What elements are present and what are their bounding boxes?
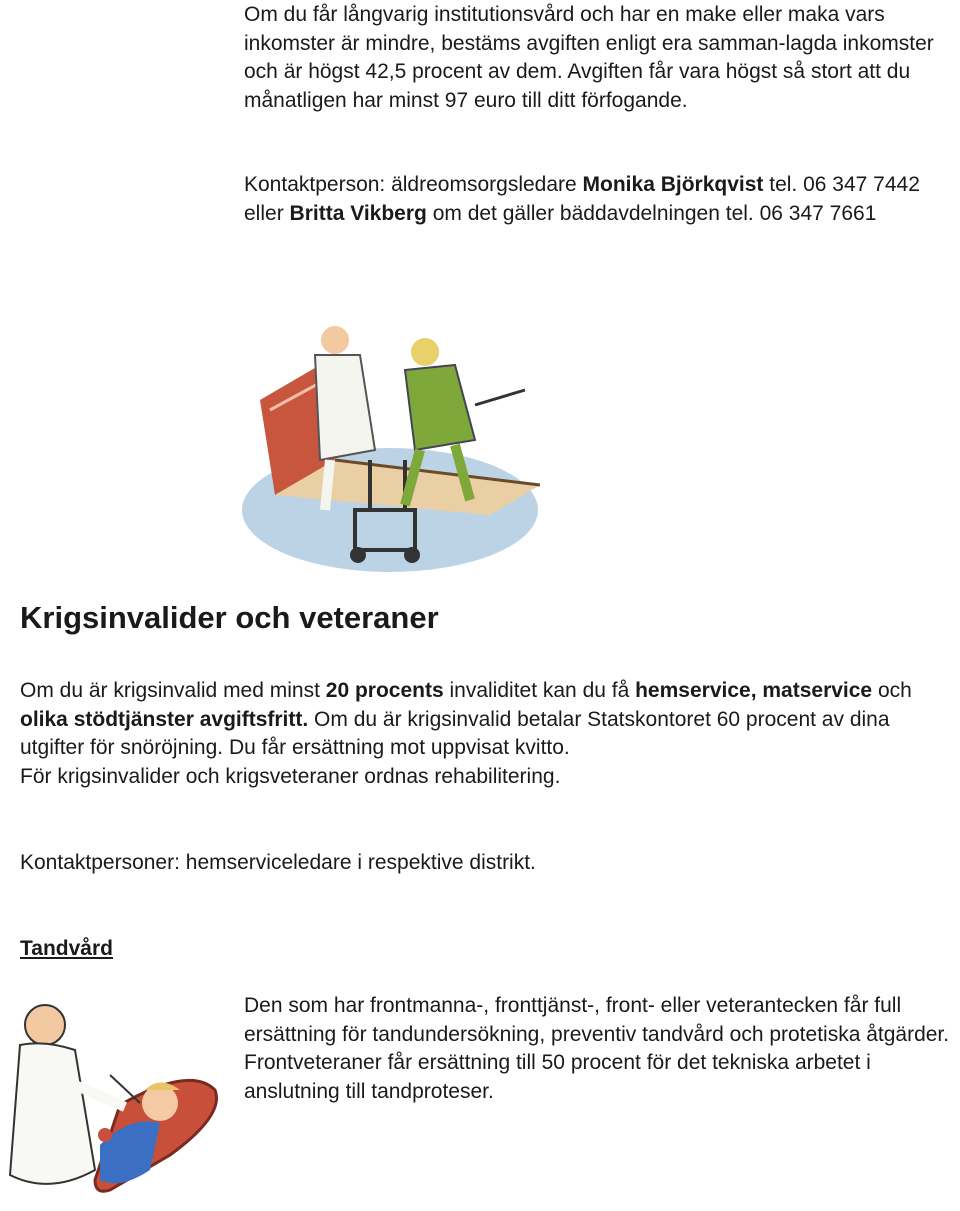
krig-text-a: Om du är krigsinvalid med minst bbox=[20, 679, 326, 702]
tandvard-paragraph: Den som har frontmanna-, fronttjänst-, front- eller veterantecken får full ersättning för tandundersökning, preventiv tandvård och protetiska åtgärder. Frontveteraner får ersättning till 50 procent för det tekniska arbetet i anslutning till tandproteser. bbox=[244, 994, 950, 1103]
contact-suffix: om det gäller bäddavdelningen tel. 06 347 7661 bbox=[426, 201, 877, 225]
intro-paragraph: Om du får långvarig institutionsvård och har en make eller maka vars inkomster är mindre, bestäms avgiften enligt era samman-lagda inkomster och är högst 42,5 procent av dem. Avgiften får vara högst så stort att du månatligen har minst 97 euro till ditt förfogande. bbox=[244, 3, 934, 112]
krig-text-e: och bbox=[872, 679, 912, 702]
contact-name-britta: Britta Vikberg bbox=[289, 201, 427, 225]
contact-paragraph bbox=[244, 171, 960, 228]
section-heading-krigsinvalider: Krigsinvalider och veteraner bbox=[20, 600, 439, 635]
krig-bold-percent: 20 procents bbox=[325, 679, 444, 702]
krig-rehab-text: För krigsinvalider och krigsveteraner ordnas rehabilitering. bbox=[20, 764, 561, 788]
krigsinvalider-contact: Kontaktpersoner: hemserviceledare i respektive distrikt. bbox=[20, 851, 536, 874]
krig-text-g: Om du är krigsinvalid betalar Statskontoret 60 procent av dina utgifter för snöröjning. Du får ersättning mot uppvisat kvitto. bbox=[20, 707, 890, 760]
section-heading-tandvard: Tandvård bbox=[20, 937, 113, 960]
contact-middle: tel. 06 347 7442 eller bbox=[244, 173, 920, 225]
krig-text-c: invaliditet kan du få bbox=[443, 679, 636, 702]
krigsinvalider-paragraph bbox=[20, 677, 920, 791]
contact-prefix: Kontaktperson: äldreomsorgsledare bbox=[244, 173, 583, 196]
krig-bold-services: hemservice, matservice bbox=[635, 679, 873, 702]
caregiver-illustration bbox=[240, 310, 545, 580]
krig-bold-support: olika stödtjänster avgiftsfritt. bbox=[20, 707, 309, 731]
dentist-illustration bbox=[0, 995, 230, 1205]
contact-name-monika: Monika Björkqvist bbox=[582, 173, 764, 196]
